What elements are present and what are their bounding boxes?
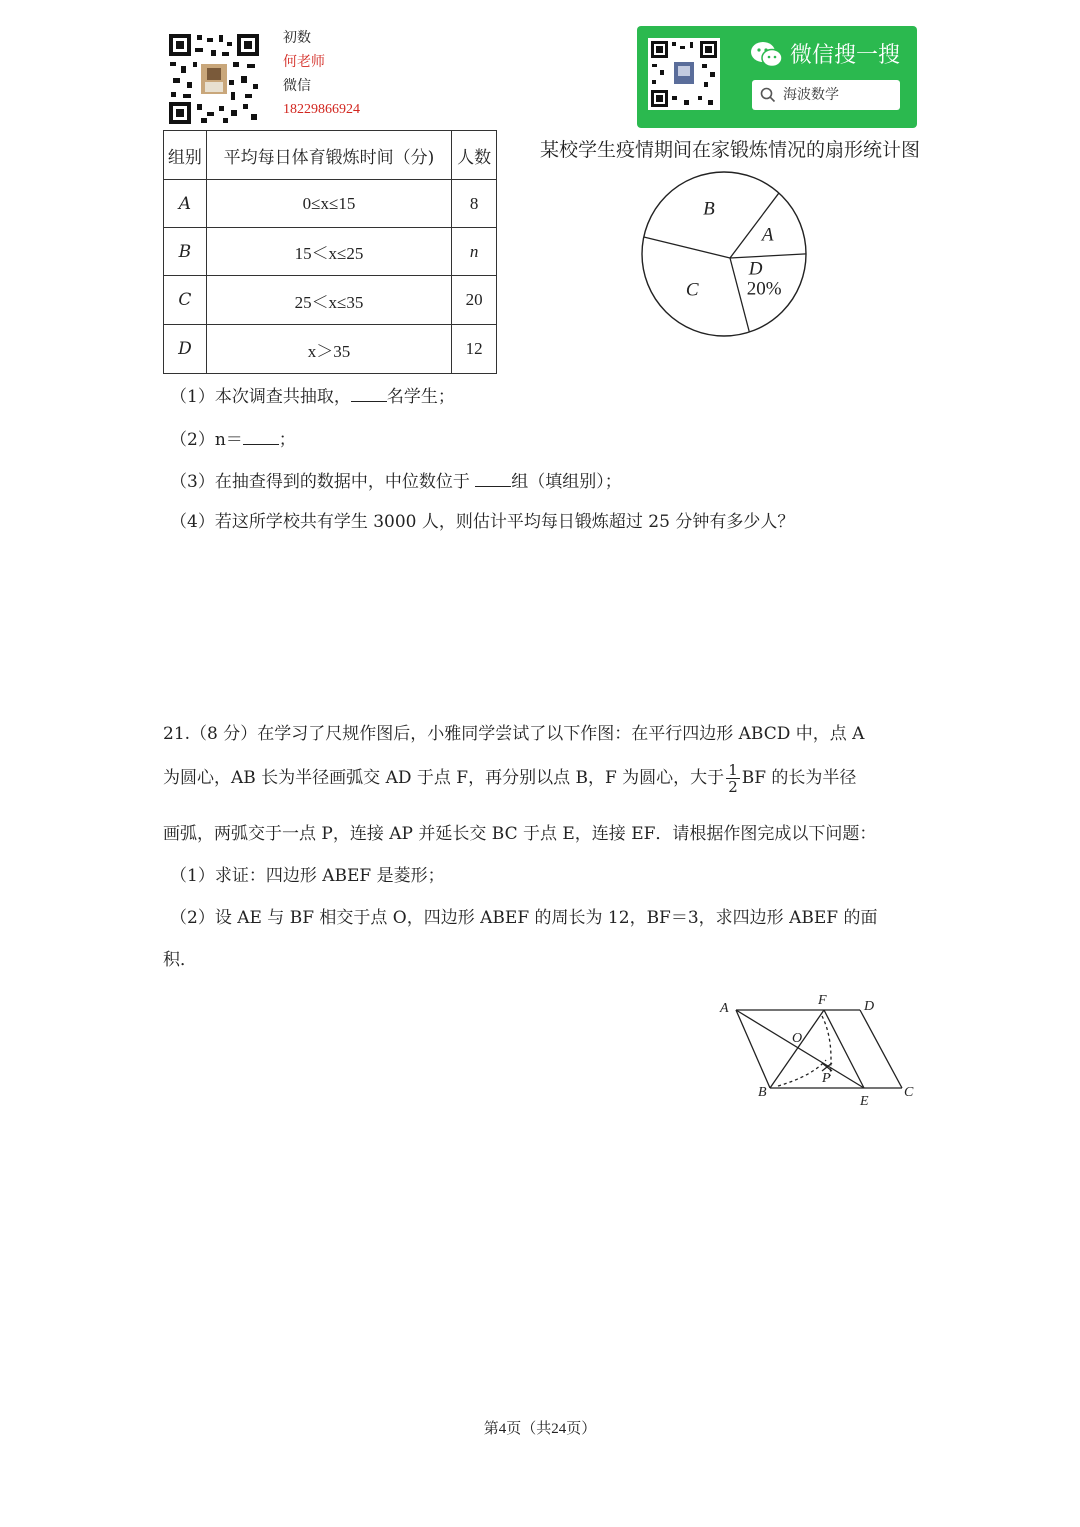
q21-part2: （2）设 AE 与 BF 相交于点 O，四边形 ABEF 的周长为 12，BF＝3，求四边形 ABEF 的面 xyxy=(170,908,878,928)
table-cell-group: A xyxy=(164,180,207,228)
pie-slice-value-D: 20% xyxy=(746,278,782,300)
q21-line2-start: 为圆心，AB 长为半径画弧交 AD 于点 F，再分别以点 B，F 为圆心，大于 xyxy=(163,768,725,788)
arc-from-B xyxy=(778,1060,826,1086)
pie-chart-title: 某校学生疫情期间在家锻炼情况的扇形统计图 xyxy=(540,139,921,161)
table-cell-range: x＞35 xyxy=(206,325,451,374)
table-cell-count: 12 xyxy=(452,325,497,374)
q20-part2-text-end: ； xyxy=(278,430,296,450)
segment-AE xyxy=(736,1010,864,1088)
q21-fraction-den: 2 xyxy=(728,778,738,796)
label-P: P xyxy=(822,1071,831,1086)
parallelogram-figure xyxy=(712,990,922,1110)
q20-part1-blank[interactable] xyxy=(351,383,387,402)
table-row xyxy=(164,180,497,228)
contact-line-1: 初数 xyxy=(283,30,311,46)
page-footer: 第4页（共24页） xyxy=(483,1421,597,1437)
q20-part4-text: （4）若这所学校共有学生 3000 人，则估计平均每日锻炼超过 25 分钟有多少人？ xyxy=(170,512,795,532)
q21-fraction-num: 1 xyxy=(728,761,738,779)
label-B: B xyxy=(758,1085,767,1100)
pie-slice-label-A: A xyxy=(761,224,774,246)
q20-part2-text: （2）n＝ xyxy=(170,430,243,450)
pie-chart xyxy=(630,168,820,348)
table-cell-count: n xyxy=(452,228,497,276)
pie-slice-label-C: C xyxy=(685,279,699,301)
label-F: F xyxy=(818,993,827,1008)
q21-line1: 21.（8 分）在学习了尺规作图后，小雅同学尝试了以下作图：在平行四边形 ABCD 中，点 A xyxy=(163,724,865,744)
table-header-group: 组别 xyxy=(164,131,207,180)
q21-fraction xyxy=(726,762,740,795)
segment-AB xyxy=(736,1010,770,1088)
table-row xyxy=(164,276,497,325)
table-cell-group: C xyxy=(164,276,207,325)
table-cell-range: 25＜x≤35 xyxy=(206,276,451,325)
q20-part1-text: （1）本次调查共抽取， xyxy=(170,387,351,407)
label-A: A xyxy=(720,1001,729,1016)
wechat-search-text: 海波数学 xyxy=(783,87,839,103)
table-header-time: 平均每日体育锻炼时间（分) xyxy=(206,131,451,180)
table-cell-count: 20 xyxy=(452,276,497,325)
pie-outline xyxy=(642,172,806,336)
label-D: D xyxy=(864,999,875,1014)
label-O: O xyxy=(792,1031,803,1046)
q21-part1: （1）求证：四边形 ABEF 是菱形； xyxy=(170,866,445,886)
label-C: C xyxy=(904,1085,914,1100)
table-cell-count: 8 xyxy=(452,180,497,228)
q20-part1-text-end: 名学生； xyxy=(386,387,455,407)
table-cell-range: 15＜x≤25 xyxy=(206,228,451,276)
q20-part2-blank[interactable] xyxy=(243,426,279,445)
contact-line-3: 微信 xyxy=(283,78,311,94)
table-cell-range: 0≤x≤15 xyxy=(206,180,451,228)
segment-BF xyxy=(770,1010,824,1088)
q21-part2-end: 积． xyxy=(163,950,197,970)
data-table xyxy=(163,130,497,374)
pie-slice-label-D: D xyxy=(748,258,763,280)
table-row xyxy=(164,228,497,276)
magnifier-icon xyxy=(760,87,776,103)
label-E: E xyxy=(860,1094,869,1109)
table-row xyxy=(164,325,497,374)
q20-part3-blank[interactable] xyxy=(475,468,511,487)
qr-code-left xyxy=(167,32,261,126)
q20-part3-text: （3）在抽查得到的数据中，中位数位于 xyxy=(170,472,476,492)
table-cell-group: B xyxy=(164,228,207,276)
table-header-count: 人数 xyxy=(452,131,497,180)
pie-slice-boundary-D xyxy=(730,254,806,258)
wechat-banner-title: 微信搜一搜 xyxy=(790,43,901,68)
q21-line2-end: BF 的长为半径 xyxy=(741,768,857,788)
segment-DC xyxy=(860,1010,902,1088)
q21-line3: 画弧，两弧交于一点 P，连接 AP 并延长交 BC 于点 E，连接 EF．请根据作图完成以下问题： xyxy=(163,824,877,844)
q20-part3-text-end: 组（填组别）； xyxy=(511,472,622,492)
contact-name: 何老师 xyxy=(283,54,325,70)
pie-slice-label-B: B xyxy=(703,198,715,220)
contact-phone: 18229866924 xyxy=(283,102,360,117)
table-cell-group: D xyxy=(164,325,207,374)
pie-slice-boundary-B xyxy=(644,237,730,258)
wechat-search-icon xyxy=(750,40,784,70)
qr-code-right xyxy=(648,38,720,110)
